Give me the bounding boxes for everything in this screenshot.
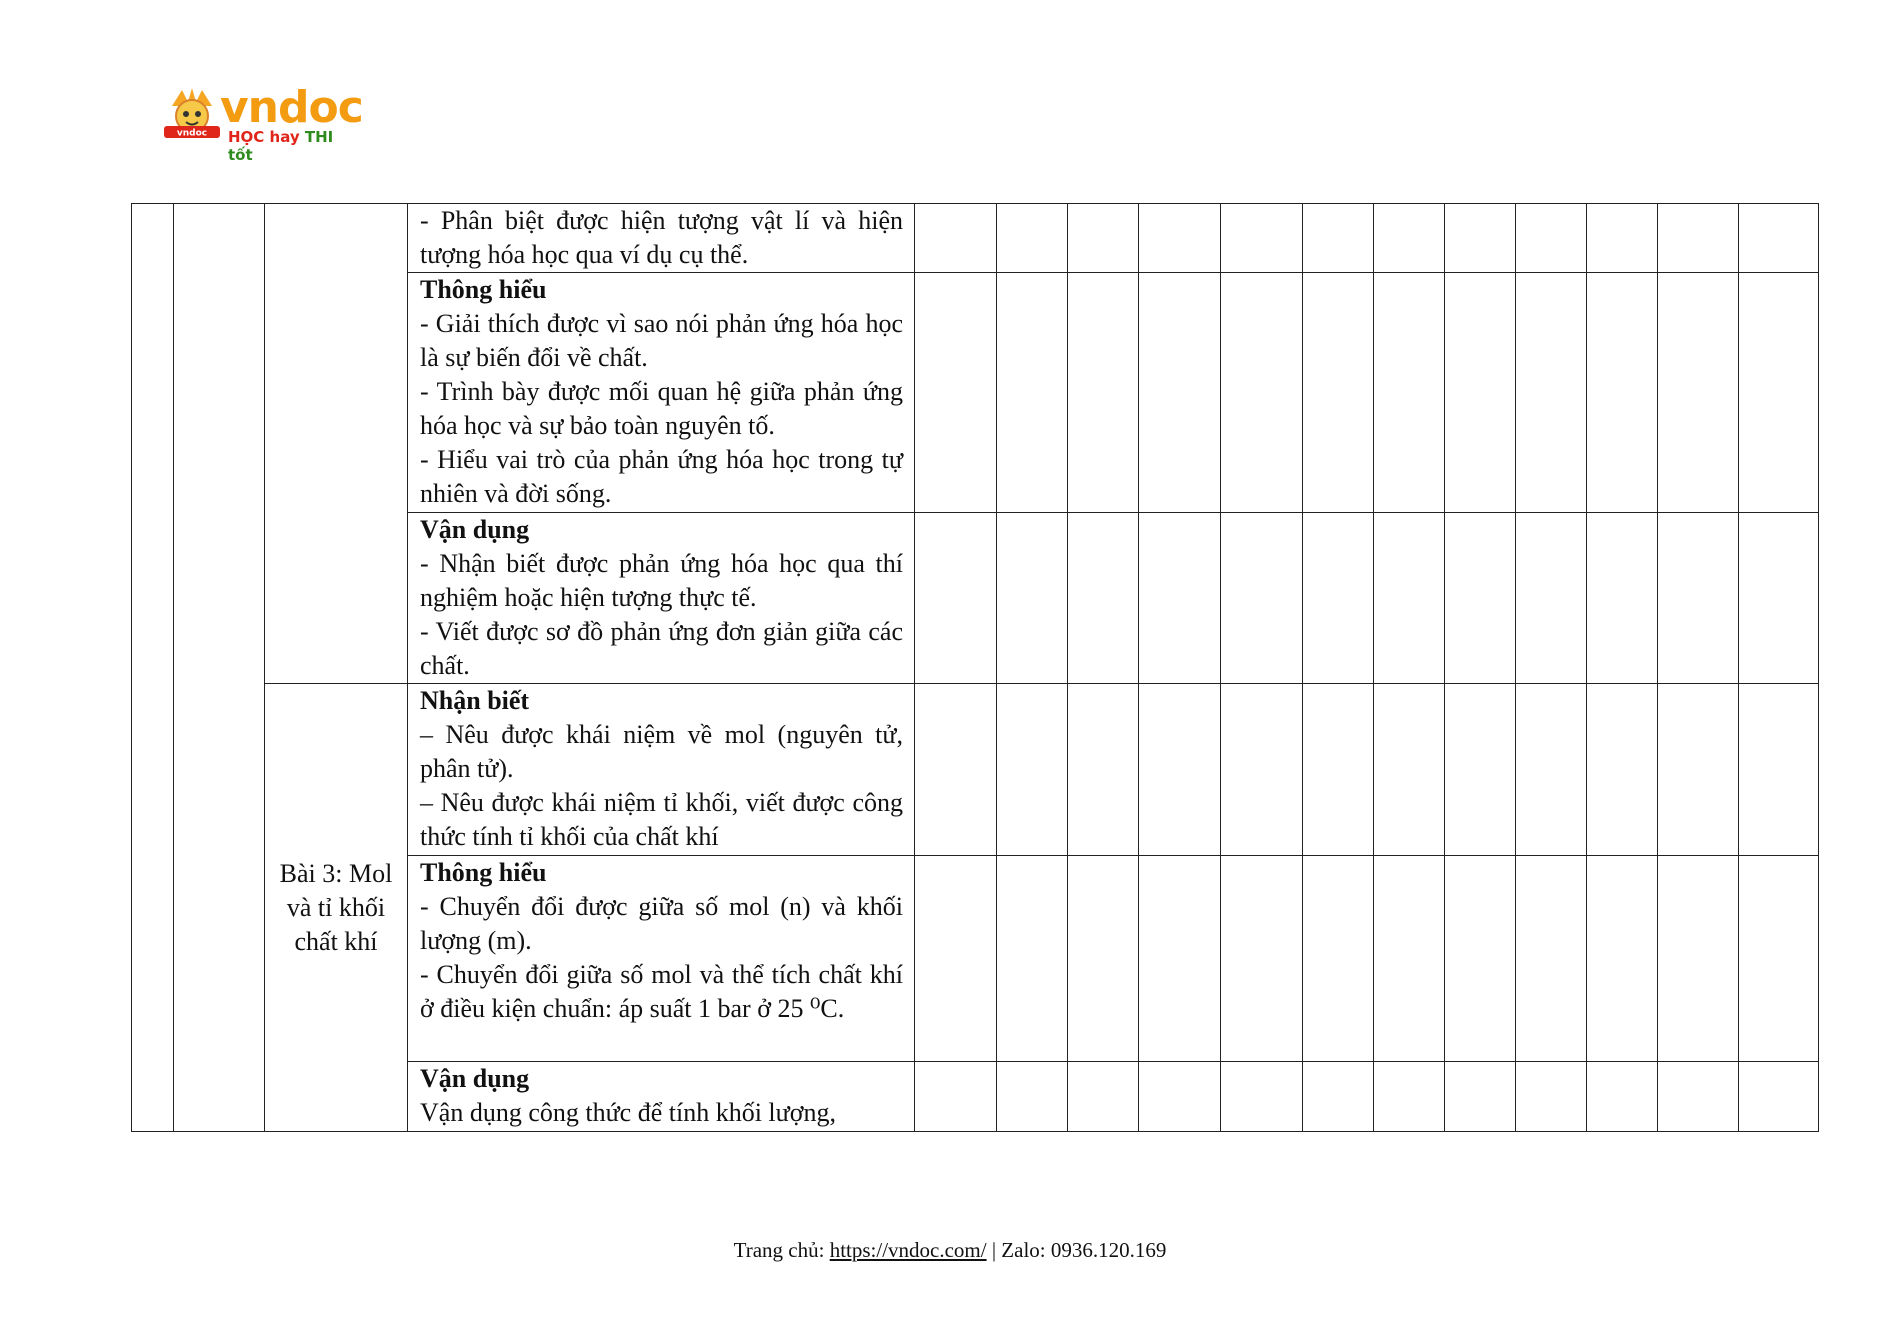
logo-badge: vndoc — [176, 128, 208, 139]
count-cell — [1139, 204, 1221, 273]
count-cell — [915, 513, 997, 684]
requirement-line: - Chuyển đổi được giữa số mol (n) và khối lượng (m). — [420, 892, 903, 955]
count-cell — [1374, 513, 1445, 684]
count-cell — [1068, 684, 1139, 856]
requirement-cell — [408, 1062, 915, 1132]
stt-cell — [132, 204, 174, 1132]
count-cell — [1221, 1062, 1303, 1132]
requirement-line: - Giải thích được vì sao nói phản ứng hóa học là sự biến đổi về chất. — [420, 309, 903, 372]
count-cell — [1445, 273, 1516, 513]
count-cell — [915, 273, 997, 513]
count-cell — [1139, 856, 1221, 1062]
count-cell — [1068, 204, 1139, 273]
count-cell — [1374, 684, 1445, 856]
count-cell — [1658, 273, 1739, 513]
count-cell — [1139, 513, 1221, 684]
requirement-line: - Trình bày được mối quan hệ giữa phản ứng hóa học và sự bảo toàn nguyên tố. — [420, 377, 903, 440]
footer-prefix: Trang chủ: — [733, 1238, 830, 1262]
count-cell — [1303, 856, 1374, 1062]
count-cell — [1587, 684, 1658, 856]
count-cell — [1374, 1062, 1445, 1132]
count-cell — [1587, 204, 1658, 273]
requirement-line: - Chuyển đổi giữa số mol và thể tích chất khí ở điều kiện chuẩn: áp suất 1 bar ở 25 ⁰C. — [420, 960, 903, 1023]
count-cell — [1068, 513, 1139, 684]
requirement-cell — [408, 856, 915, 1062]
count-cell — [1516, 856, 1587, 1062]
level-heading: Vận dụng — [420, 515, 530, 544]
count-cell — [997, 1062, 1068, 1132]
count-cell — [1587, 1062, 1658, 1132]
count-cell — [1303, 513, 1374, 684]
count-cell — [1221, 273, 1303, 513]
count-cell — [997, 684, 1068, 856]
level-heading: Thông hiểu — [420, 858, 547, 887]
count-cell — [1303, 204, 1374, 273]
mascot-icon — [164, 86, 220, 142]
count-cell — [1445, 204, 1516, 273]
count-cell — [1068, 856, 1139, 1062]
tagline-part2: THI tốt — [228, 128, 334, 164]
count-cell — [915, 204, 997, 273]
count-cell — [1374, 273, 1445, 513]
count-cell — [915, 684, 997, 856]
table-row — [132, 204, 1819, 273]
exam-matrix-table — [131, 203, 1819, 1132]
count-cell — [1658, 856, 1739, 1062]
requirement-cell — [408, 513, 915, 684]
level-heading: Vận dụng — [420, 1064, 530, 1093]
count-cell — [997, 273, 1068, 513]
count-cell — [997, 856, 1068, 1062]
count-cell — [1739, 204, 1819, 273]
count-cell — [1516, 513, 1587, 684]
requirement-line: - Viết được sơ đồ phản ứng đơn giản giữa các chất. — [420, 617, 903, 680]
requirement-line: - Nhận biết được phản ứng hóa học qua thí nghiệm hoặc hiện tượng thực tế. — [420, 549, 903, 612]
requirement-line: – Nêu được khái niệm tỉ khối, viết được công thức tính tỉ khối của chất khí — [420, 788, 903, 851]
topic-cell: Bài 3: Mol và tỉ khối chất khí — [265, 684, 408, 1132]
chapter-cell — [174, 204, 265, 1132]
topic-cell — [265, 204, 408, 684]
count-cell — [1587, 856, 1658, 1062]
count-cell — [1445, 856, 1516, 1062]
count-cell — [1303, 1062, 1374, 1132]
count-cell — [997, 513, 1068, 684]
count-cell — [1445, 1062, 1516, 1132]
count-cell — [1587, 513, 1658, 684]
count-cell — [1587, 273, 1658, 513]
count-cell — [1303, 684, 1374, 856]
count-cell — [1139, 273, 1221, 513]
requirement-cell — [408, 273, 915, 513]
count-cell — [1303, 273, 1374, 513]
count-cell — [1739, 856, 1819, 1062]
count-cell — [1374, 204, 1445, 273]
requirement-line: Vận dụng công thức để tính khối lượng, — [420, 1098, 836, 1127]
count-cell — [915, 1062, 997, 1132]
count-cell — [1221, 684, 1303, 856]
count-cell — [1516, 273, 1587, 513]
count-cell — [1516, 684, 1587, 856]
count-cell — [1068, 1062, 1139, 1132]
count-cell — [1221, 204, 1303, 273]
count-cell — [1739, 513, 1819, 684]
table-row — [132, 684, 1819, 856]
count-cell — [1445, 684, 1516, 856]
logo-tagline — [228, 128, 360, 164]
count-cell — [1374, 856, 1445, 1062]
count-cell — [1221, 513, 1303, 684]
count-cell — [1658, 1062, 1739, 1132]
count-cell — [1658, 513, 1739, 684]
page-footer — [0, 1236, 1900, 1264]
count-cell — [1739, 273, 1819, 513]
requirement-line: - Phân biệt được hiện tượng vật lí và hiện tượng hóa học qua ví dụ cụ thể. — [420, 206, 903, 269]
count-cell — [1516, 204, 1587, 273]
count-cell — [1068, 273, 1139, 513]
count-cell — [1658, 204, 1739, 273]
level-heading: Thông hiểu — [420, 275, 547, 304]
requirement-line: – Nêu được khái niệm về mol (nguyên tử, phân tử). — [420, 720, 903, 783]
count-cell — [1658, 684, 1739, 856]
count-cell — [1516, 1062, 1587, 1132]
count-cell — [1739, 684, 1819, 856]
vndoc-logo — [160, 80, 363, 164]
tagline-part1: HỌC hay — [228, 128, 300, 146]
homepage-link[interactable]: https://vndoc.com/ — [829, 1238, 987, 1262]
count-cell — [915, 856, 997, 1062]
footer-contact: | Zalo: 0936.120.169 — [986, 1238, 1167, 1262]
count-cell — [997, 204, 1068, 273]
count-cell — [1739, 1062, 1819, 1132]
requirement-line: - Hiểu vai trò của phản ứng hóa học trong tự nhiên và đời sống. — [420, 445, 903, 508]
requirement-cell — [408, 204, 915, 273]
count-cell — [1221, 856, 1303, 1062]
count-cell — [1139, 684, 1221, 856]
count-cell — [1139, 1062, 1221, 1132]
count-cell — [1445, 513, 1516, 684]
level-heading: Nhận biết — [420, 686, 530, 715]
requirement-cell — [408, 684, 915, 856]
logo-wordmark: vndoc — [220, 82, 363, 133]
